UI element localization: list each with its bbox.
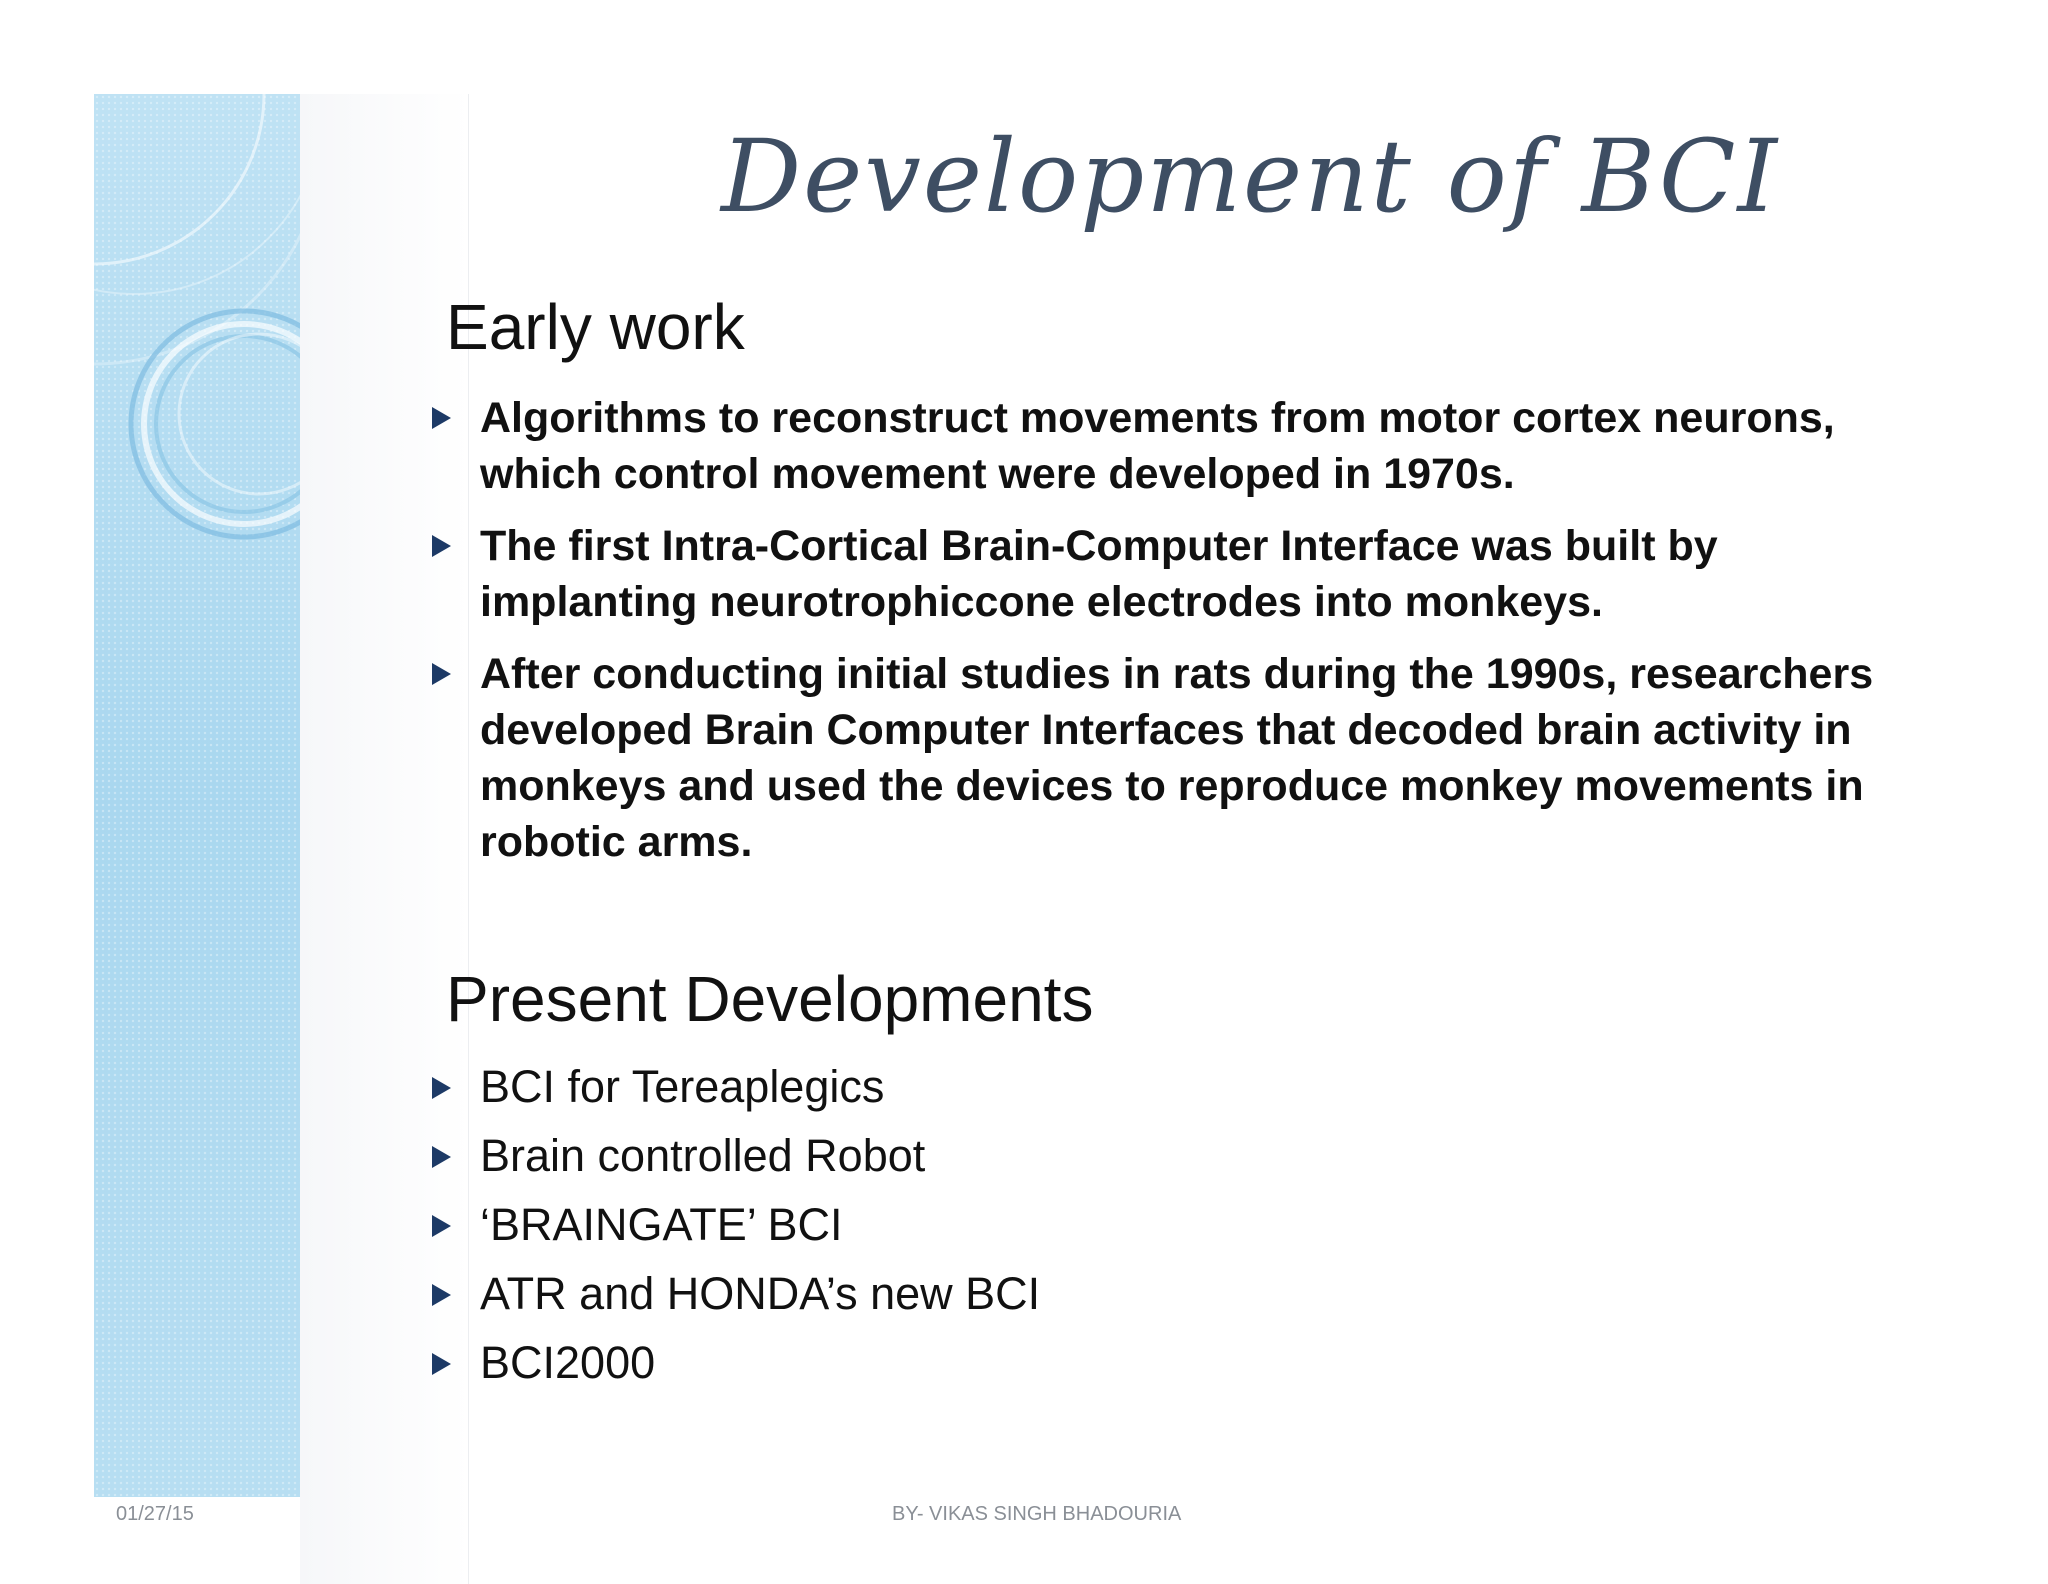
footer-date: 01/27/15 <box>116 1503 194 1525</box>
triangle-bullet-icon <box>432 1215 451 1237</box>
list-item <box>428 1335 1908 1391</box>
triangle-bullet-icon <box>432 1077 451 1099</box>
bullet-text: ATR and HONDA’s new BCI <box>480 1268 1041 1319</box>
footer-author: BY- VIKAS SINGH BHADOURIA <box>892 1503 1182 1525</box>
list-item <box>428 518 1908 630</box>
bullet-text: Brain controlled Robot <box>480 1130 926 1181</box>
side-decoration-band <box>94 94 300 1497</box>
slide-title: Development of BCI <box>721 118 1779 235</box>
triangle-bullet-icon <box>432 1146 451 1168</box>
bullet-text: BCI for Tereaplegics <box>480 1061 885 1112</box>
list-item <box>428 1059 1908 1115</box>
bullet-text: BCI2000 <box>480 1337 656 1388</box>
triangle-bullet-icon <box>432 1353 451 1375</box>
bullet-text: After conducting initial studies in rats during the 1990s, researchers developed Brain Computer Interfaces that decoded brain activity in monkeys and used the devices to reproduce monkey movements in robotic arms. <box>480 650 1874 866</box>
list-item <box>428 390 1908 502</box>
triangle-bullet-icon <box>432 535 451 557</box>
list-item <box>428 646 1908 870</box>
list-item <box>428 1266 1908 1322</box>
concentric-circles-decoration <box>94 94 300 1497</box>
bullet-text: The first Intra-Cortical Brain-Computer Interface was built by implanting neurotrophiccone electrodes into monkeys. <box>480 522 1718 626</box>
bullet-text: Algorithms to reconstruct movements from motor cortex neurons, which control movement were developed in 1970s. <box>480 394 1835 498</box>
triangle-bullet-icon <box>432 1284 451 1306</box>
section-heading-early-work: Early work <box>446 291 745 363</box>
early-work-list <box>428 390 1908 886</box>
present-developments-list <box>428 1059 1908 1404</box>
list-item <box>428 1197 1908 1253</box>
triangle-bullet-icon <box>432 663 451 685</box>
list-item <box>428 1128 1908 1184</box>
bullet-text: ‘BRAINGATE’ BCI <box>480 1199 843 1250</box>
section-heading-present-developments: Present Developments <box>446 963 1094 1035</box>
triangle-bullet-icon <box>432 407 451 429</box>
